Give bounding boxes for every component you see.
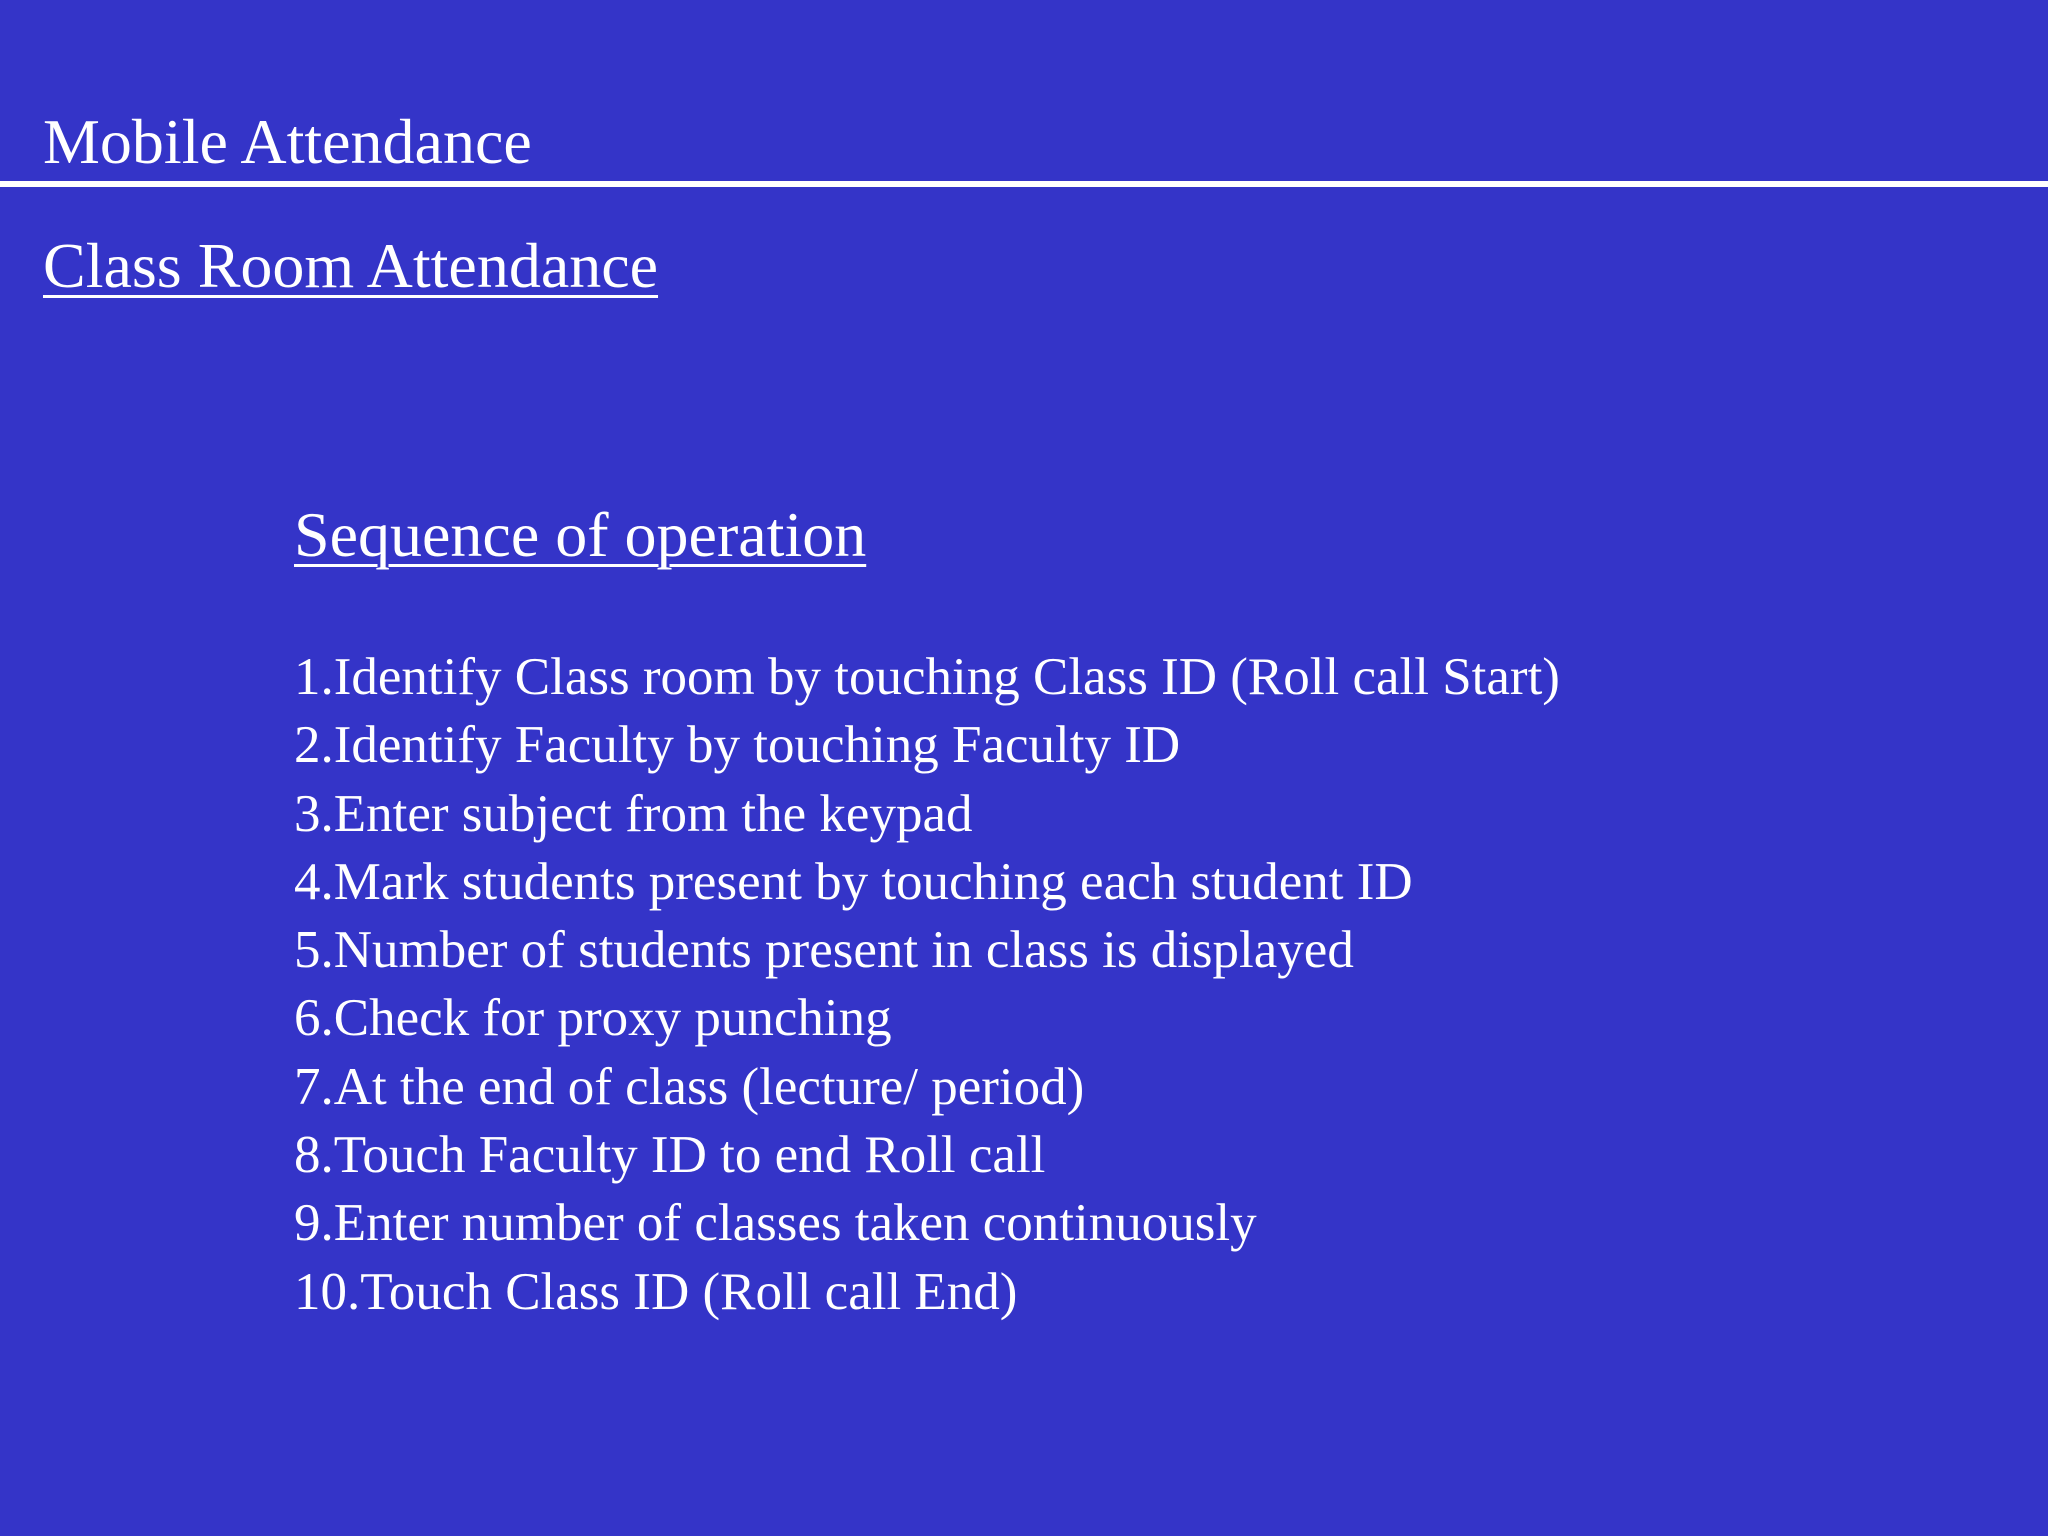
- title-divider: [0, 181, 2048, 187]
- step-item: 5.Number of students present in class is displayed: [294, 921, 1354, 980]
- step-item: 9.Enter number of classes taken continuously: [294, 1194, 1257, 1253]
- step-item: 4.Mark students present by touching each student ID: [294, 852, 1413, 911]
- step-item: 3.Enter subject from the keypad: [294, 784, 973, 843]
- section-heading: Sequence of operation: [294, 499, 867, 570]
- slide-title: Mobile Attendance: [43, 106, 532, 177]
- step-item: 2.Identify Faculty by touching Faculty ID: [294, 716, 1181, 775]
- step-item: 7.At the end of class (lecture/ period): [294, 1057, 1085, 1116]
- step-item: 1.Identify Class room by touching Class ID (Roll call Start): [294, 648, 1560, 706]
- step-item: 10.Touch Class ID (Roll call End): [294, 1262, 1018, 1321]
- slide-subtitle: Class Room Attendance: [43, 230, 659, 301]
- steps-list: [294, 643, 1560, 1326]
- step-item: 8.Touch Faculty ID to end Roll call: [294, 1126, 1046, 1185]
- step-item: 6.Check for proxy punching: [294, 989, 892, 1048]
